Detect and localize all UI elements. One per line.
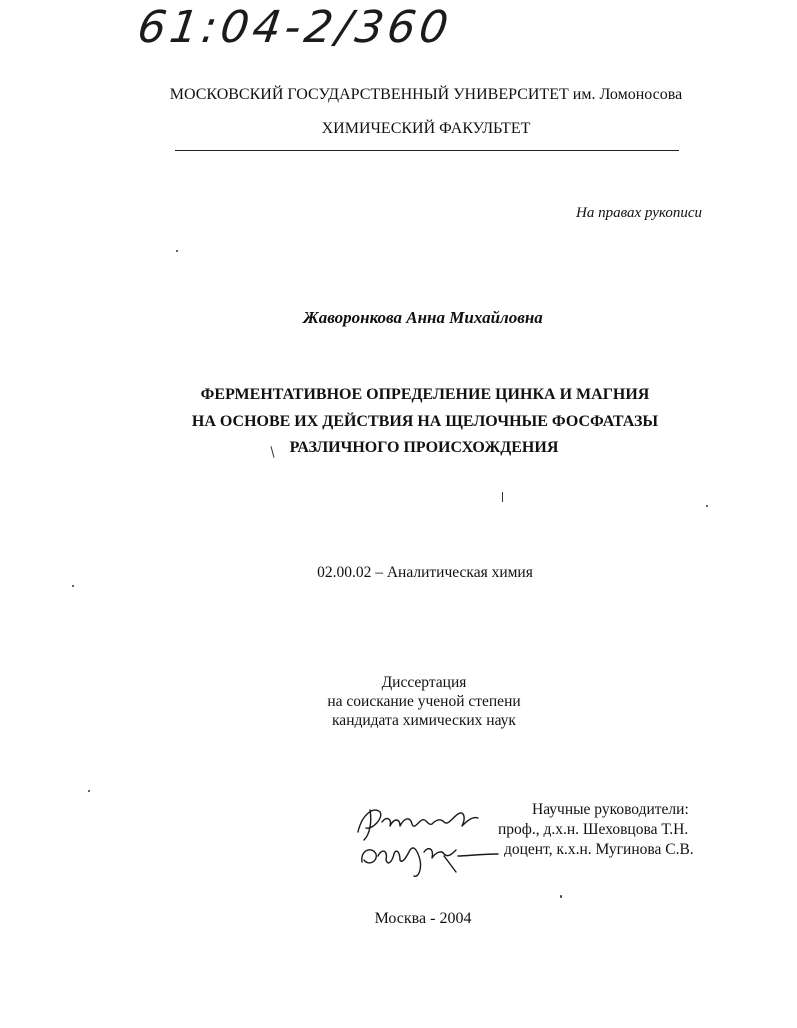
scan-speck	[706, 505, 708, 507]
handwritten-signatures	[348, 792, 508, 882]
author-name: Жаворонкова Анна Михайловна	[303, 308, 543, 327]
archive-number: 61:04-2/360	[134, 2, 456, 53]
signature-1	[358, 810, 478, 840]
university-name: МОСКОВСКИЙ ГОСУДАРСТВЕННЫЙ УНИВЕРСИТЕТ им. Ломоносова	[169, 86, 683, 103]
faculty-name: ХИМИЧЕСКИЙ ФАКУЛЬТЕТ	[321, 120, 531, 137]
manuscript-note: На правах рукописи	[576, 205, 702, 221]
title-line-3: РАЗЛИЧНОГО ПРОИСХОЖДЕНИЯ	[289, 439, 559, 456]
supervisors-heading: Научные руководители:	[532, 801, 689, 818]
supervisor-2: доцент, к.х.н. Мугинова С.В.	[504, 841, 694, 858]
dissertation-title	[0, 382, 797, 462]
supervisor-1: проф., д.х.н. Шеховцова Т.Н.	[498, 821, 689, 838]
supervisors-block	[498, 800, 694, 860]
specialty-code: 02.00.02 – Аналитическая химия	[317, 564, 533, 581]
scan-speck	[72, 585, 74, 587]
scan-speck	[560, 895, 562, 898]
degree-line-2: на соискание ученой степени	[327, 693, 521, 710]
degree-line-3: кандидата химических наук	[332, 712, 516, 729]
header-divider	[175, 150, 679, 151]
scan-speck	[88, 790, 90, 792]
title-line-1: ФЕРМЕНТАТИВНОЕ ОПРЕДЕЛЕНИЕ ЦИНКА И МАГНИЯ	[200, 386, 650, 403]
scan-speck	[502, 492, 503, 502]
signature-2	[362, 848, 498, 876]
degree-line-1: Диссертация	[381, 674, 467, 691]
scan-speck	[176, 250, 178, 252]
city-and-year: Москва - 2004	[374, 910, 472, 927]
title-line-2: НА ОСНОВЕ ИХ ДЕЙСТВИЯ НА ЩЕЛОЧНЫЕ ФОСФАТАЗЫ	[191, 412, 659, 430]
degree-statement	[0, 673, 797, 730]
